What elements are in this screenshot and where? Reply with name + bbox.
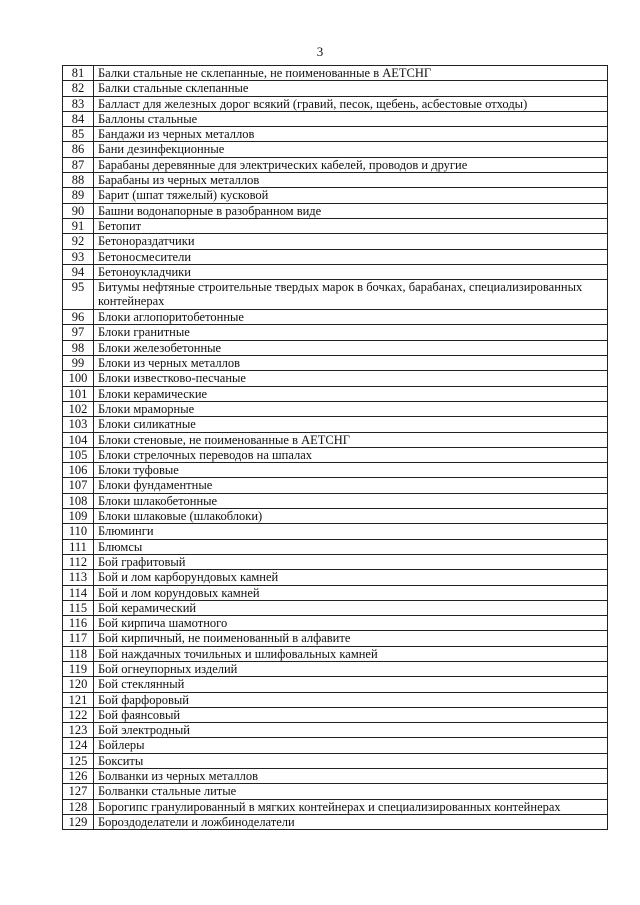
row-number: 82 bbox=[63, 81, 94, 96]
cargo-name: Баллоны стальные bbox=[94, 111, 608, 126]
row-number: 119 bbox=[63, 661, 94, 676]
table-row bbox=[63, 173, 608, 188]
table-row bbox=[63, 386, 608, 401]
table-row bbox=[63, 188, 608, 203]
table-row bbox=[63, 157, 608, 172]
row-number: 101 bbox=[63, 386, 94, 401]
row-number: 103 bbox=[63, 417, 94, 432]
row-number: 128 bbox=[63, 799, 94, 814]
row-number: 108 bbox=[63, 493, 94, 508]
cargo-name: Бойлеры bbox=[94, 738, 608, 753]
table-row bbox=[63, 738, 608, 753]
table-row bbox=[63, 554, 608, 569]
table-row bbox=[63, 493, 608, 508]
cargo-name: Бетоносмесители bbox=[94, 249, 608, 264]
table-row bbox=[63, 753, 608, 768]
cargo-name: Блоки шлакобетонные bbox=[94, 493, 608, 508]
cargo-name: Блоки известково-песчаные bbox=[94, 371, 608, 386]
cargo-name: Блоки керамические bbox=[94, 386, 608, 401]
cargo-name: Бой кирпичный, не поименованный в алфавите bbox=[94, 631, 608, 646]
cargo-name: Блоки фундаментные bbox=[94, 478, 608, 493]
row-number: 115 bbox=[63, 600, 94, 615]
table-row bbox=[63, 218, 608, 233]
table-row bbox=[63, 585, 608, 600]
table-row bbox=[63, 432, 608, 447]
table-row bbox=[63, 127, 608, 142]
row-number: 109 bbox=[63, 509, 94, 524]
cargo-name: Блоки стеновые, не поименованные в АЕТСНГ bbox=[94, 432, 608, 447]
table-row bbox=[63, 81, 608, 96]
cargo-name: Балки стальные склепанные bbox=[94, 81, 608, 96]
row-number: 113 bbox=[63, 570, 94, 585]
cargo-name: Бой электродный bbox=[94, 723, 608, 738]
table-row bbox=[63, 478, 608, 493]
table-row bbox=[63, 417, 608, 432]
table-row bbox=[63, 723, 608, 738]
cargo-name: Бетоноукладчики bbox=[94, 264, 608, 279]
cargo-name: Блоки шлаковые (шлакоблоки) bbox=[94, 509, 608, 524]
cargo-name: Блоки гранитные bbox=[94, 325, 608, 340]
row-number: 94 bbox=[63, 264, 94, 279]
table-row bbox=[63, 203, 608, 218]
cargo-name: Башни водонапорные в разобранном виде bbox=[94, 203, 608, 218]
table-row bbox=[63, 616, 608, 631]
row-number: 122 bbox=[63, 707, 94, 722]
cargo-name: Барабаны деревянные для электрических кабелей, проводов и другие bbox=[94, 157, 608, 172]
row-number: 125 bbox=[63, 753, 94, 768]
cargo-name: Блоки стрелочных переводов на шпалах bbox=[94, 447, 608, 462]
table-row bbox=[63, 677, 608, 692]
row-number: 117 bbox=[63, 631, 94, 646]
cargo-name: Бой и лом корундовых камней bbox=[94, 585, 608, 600]
cargo-name: Бой графитовый bbox=[94, 554, 608, 569]
table-row bbox=[63, 814, 608, 829]
row-number: 86 bbox=[63, 142, 94, 157]
row-number: 85 bbox=[63, 127, 94, 142]
table-row bbox=[63, 66, 608, 81]
table-row bbox=[63, 631, 608, 646]
row-number: 92 bbox=[63, 234, 94, 249]
cargo-name: Бандажи из черных металлов bbox=[94, 127, 608, 142]
cargo-name: Балласт для железных дорог всякий (гравий, песок, щебень, асбестовые отходы) bbox=[94, 96, 608, 111]
table-row bbox=[63, 447, 608, 462]
table-row bbox=[63, 356, 608, 371]
row-number: 102 bbox=[63, 401, 94, 416]
table-row bbox=[63, 280, 608, 310]
table-row bbox=[63, 799, 608, 814]
row-number: 106 bbox=[63, 463, 94, 478]
table-row bbox=[63, 539, 608, 554]
row-number: 118 bbox=[63, 646, 94, 661]
table-row bbox=[63, 264, 608, 279]
cargo-name: Бой наждачных точильных и шлифовальных камней bbox=[94, 646, 608, 661]
table-row bbox=[63, 142, 608, 157]
cargo-name: Балки стальные не склепанные, не поименованные в АЕТСНГ bbox=[94, 66, 608, 81]
row-number: 114 bbox=[63, 585, 94, 600]
row-number: 87 bbox=[63, 157, 94, 172]
table-row bbox=[63, 401, 608, 416]
row-number: 120 bbox=[63, 677, 94, 692]
cargo-name: Бетонораздатчики bbox=[94, 234, 608, 249]
table-row bbox=[63, 111, 608, 126]
table-row bbox=[63, 600, 608, 615]
cargo-name: Бой фаянсовый bbox=[94, 707, 608, 722]
row-number: 107 bbox=[63, 478, 94, 493]
row-number: 129 bbox=[63, 814, 94, 829]
row-number: 97 bbox=[63, 325, 94, 340]
cargo-name: Битумы нефтяные строительные твердых марок в бочках, барабанах, специализированных контейнерах bbox=[94, 280, 608, 310]
table-row bbox=[63, 310, 608, 325]
table-row bbox=[63, 340, 608, 355]
cargo-name: Блоки железобетонные bbox=[94, 340, 608, 355]
cargo-name: Бокситы bbox=[94, 753, 608, 768]
cargo-name: Бой кирпича шамотного bbox=[94, 616, 608, 631]
row-number: 100 bbox=[63, 371, 94, 386]
row-number: 126 bbox=[63, 769, 94, 784]
row-number: 105 bbox=[63, 447, 94, 462]
table-row bbox=[63, 707, 608, 722]
cargo-name: Блоки мраморные bbox=[94, 401, 608, 416]
cargo-name: Бой фарфоровый bbox=[94, 692, 608, 707]
table-row bbox=[63, 570, 608, 585]
cargo-name: Бороздоделатели и ложбиноделатели bbox=[94, 814, 608, 829]
cargo-name: Бетопит bbox=[94, 218, 608, 233]
row-number: 112 bbox=[63, 554, 94, 569]
row-number: 124 bbox=[63, 738, 94, 753]
cargo-table-body bbox=[63, 66, 608, 830]
row-number: 81 bbox=[63, 66, 94, 81]
row-number: 104 bbox=[63, 432, 94, 447]
table-row bbox=[63, 371, 608, 386]
cargo-table bbox=[62, 65, 608, 830]
row-number: 121 bbox=[63, 692, 94, 707]
table-row bbox=[63, 325, 608, 340]
cargo-name: Бани дезинфекционные bbox=[94, 142, 608, 157]
row-number: 116 bbox=[63, 616, 94, 631]
cargo-name: Барит (шпат тяжелый) кусковой bbox=[94, 188, 608, 203]
cargo-name: Блоки силикатные bbox=[94, 417, 608, 432]
row-number: 90 bbox=[63, 203, 94, 218]
cargo-name: Бой и лом карборундовых камней bbox=[94, 570, 608, 585]
table-row bbox=[63, 234, 608, 249]
row-number: 95 bbox=[63, 280, 94, 310]
table-row bbox=[63, 524, 608, 539]
cargo-name: Блоки туфовые bbox=[94, 463, 608, 478]
cargo-name: Блюмсы bbox=[94, 539, 608, 554]
row-number: 127 bbox=[63, 784, 94, 799]
cargo-name: Болванки из черных металлов bbox=[94, 769, 608, 784]
row-number: 93 bbox=[63, 249, 94, 264]
row-number: 111 bbox=[63, 539, 94, 554]
row-number: 123 bbox=[63, 723, 94, 738]
cargo-name: Блоки аглопоритобетонные bbox=[94, 310, 608, 325]
cargo-name: Бой стеклянный bbox=[94, 677, 608, 692]
row-number: 99 bbox=[63, 356, 94, 371]
row-number: 83 bbox=[63, 96, 94, 111]
row-number: 84 bbox=[63, 111, 94, 126]
row-number: 110 bbox=[63, 524, 94, 539]
row-number: 89 bbox=[63, 188, 94, 203]
cargo-name: Блоки из черных металлов bbox=[94, 356, 608, 371]
page-number: 3 bbox=[316, 44, 324, 59]
table-row bbox=[63, 249, 608, 264]
row-number: 98 bbox=[63, 340, 94, 355]
table-row bbox=[63, 661, 608, 676]
cargo-name: Бой огнеупорных изделий bbox=[94, 661, 608, 676]
table-row bbox=[63, 692, 608, 707]
table-row bbox=[63, 463, 608, 478]
cargo-name: Борогипс гранулированный в мягких контейнерах и специализированных контейнерах bbox=[94, 799, 608, 814]
table-row bbox=[63, 96, 608, 111]
row-number: 91 bbox=[63, 218, 94, 233]
table-row bbox=[63, 769, 608, 784]
cargo-name: Блюминги bbox=[94, 524, 608, 539]
table-row bbox=[63, 784, 608, 799]
cargo-name: Бой керамический bbox=[94, 600, 608, 615]
table-row bbox=[63, 509, 608, 524]
row-number: 96 bbox=[63, 310, 94, 325]
cargo-name: Болванки стальные литые bbox=[94, 784, 608, 799]
cargo-name: Барабаны из черных металлов bbox=[94, 173, 608, 188]
table-row bbox=[63, 646, 608, 661]
row-number: 88 bbox=[63, 173, 94, 188]
